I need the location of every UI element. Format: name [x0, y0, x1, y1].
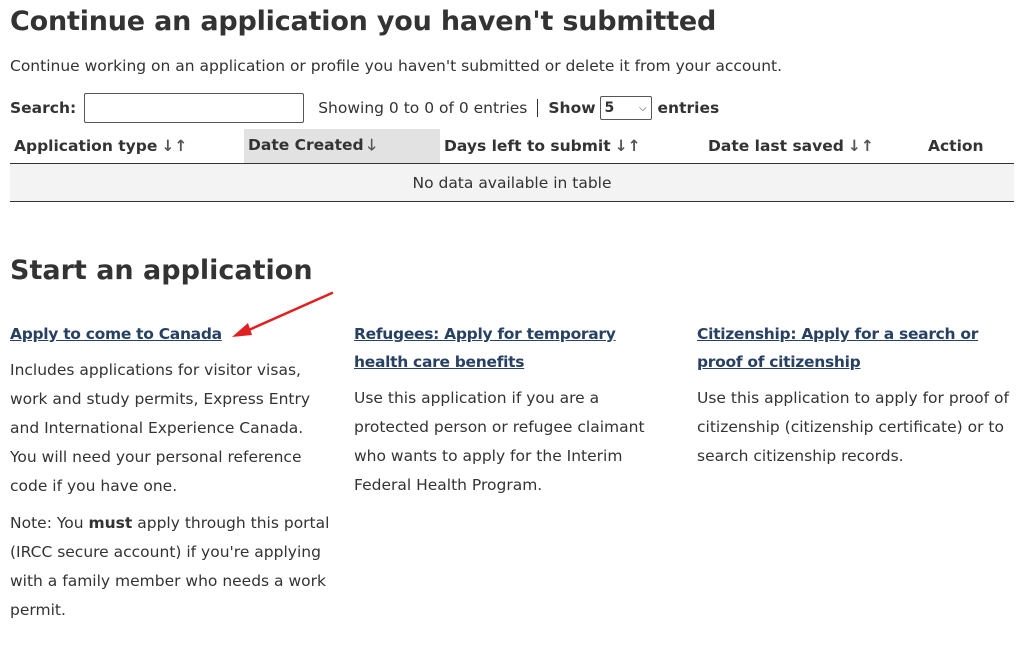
column-header-label: Date last saved	[708, 137, 844, 155]
applications-table	[10, 129, 1014, 202]
table-controls	[10, 91, 1014, 125]
citizenship-link[interactable]: Citizenship: Apply for a search or proof of citizenship	[697, 325, 979, 371]
search-label: Search:	[10, 99, 77, 117]
sort-both-icon: ↓↑	[847, 137, 874, 155]
table-info: Showing 0 to 0 of 0 entries	[318, 99, 528, 117]
entries-label: entries	[657, 99, 720, 117]
start-section-title: Start an application	[10, 255, 313, 286]
column-header-label: Action	[928, 137, 984, 155]
column-header-application-type[interactable]	[10, 129, 244, 164]
sort-both-icon: ↓↑	[614, 137, 641, 155]
page-length-select[interactable]	[600, 96, 652, 120]
column-header-action	[924, 129, 1014, 164]
page-subtitle: Continue working on an application or profile you haven't submitted or delete it from your account.	[10, 57, 783, 75]
note-prefix: Note: You	[10, 514, 89, 532]
page-title: Continue an application you haven't submitted	[10, 6, 717, 37]
option-description: Includes applications for visitor visas, work and study permits, Express Entry and International Experience Canada. You will need your personal reference code if you have one.	[10, 361, 311, 495]
option-apply-to-canada	[10, 320, 330, 625]
column-header-date-last-saved[interactable]	[704, 129, 924, 164]
column-header-days-left[interactable]	[440, 129, 704, 164]
option-citizenship	[697, 320, 1014, 471]
option-refugees-health	[354, 320, 674, 500]
column-header-date-created[interactable]	[244, 129, 440, 164]
refugees-health-link[interactable]: Refugees: Apply for temporary health care benefits	[354, 325, 616, 371]
chevron-down-icon: ⌵	[638, 102, 647, 114]
show-label: Show	[548, 99, 596, 117]
option-description: Use this application if you are a protected person or refugee claimant who wants to apply for the Interim Federal Health Program.	[354, 389, 645, 494]
table-row	[10, 164, 1014, 202]
option-description: Use this application to apply for proof of citizenship (citizenship certificate) or to search citizenship records.	[697, 389, 1009, 465]
empty-table-message: No data available in table	[10, 164, 1014, 202]
note-emphasis: must	[88, 514, 133, 532]
note-suffix: apply through this portal (IRCC secure account) if you're applying with a family member who needs a work permit.	[10, 514, 330, 619]
column-header-label: Application type	[14, 137, 158, 155]
column-header-label: Date Created	[248, 135, 364, 154]
divider	[537, 99, 538, 117]
column-header-label: Days left to submit	[444, 137, 611, 155]
table-header-row	[10, 129, 1014, 164]
option-note	[10, 509, 330, 625]
apply-to-canada-link[interactable]: Apply to come to Canada	[10, 325, 222, 343]
page-length-value: 5	[604, 100, 615, 116]
search-input[interactable]	[84, 93, 304, 123]
sort-desc-icon: 🡓	[367, 135, 376, 154]
sort-both-icon: ↓↑	[161, 137, 188, 155]
